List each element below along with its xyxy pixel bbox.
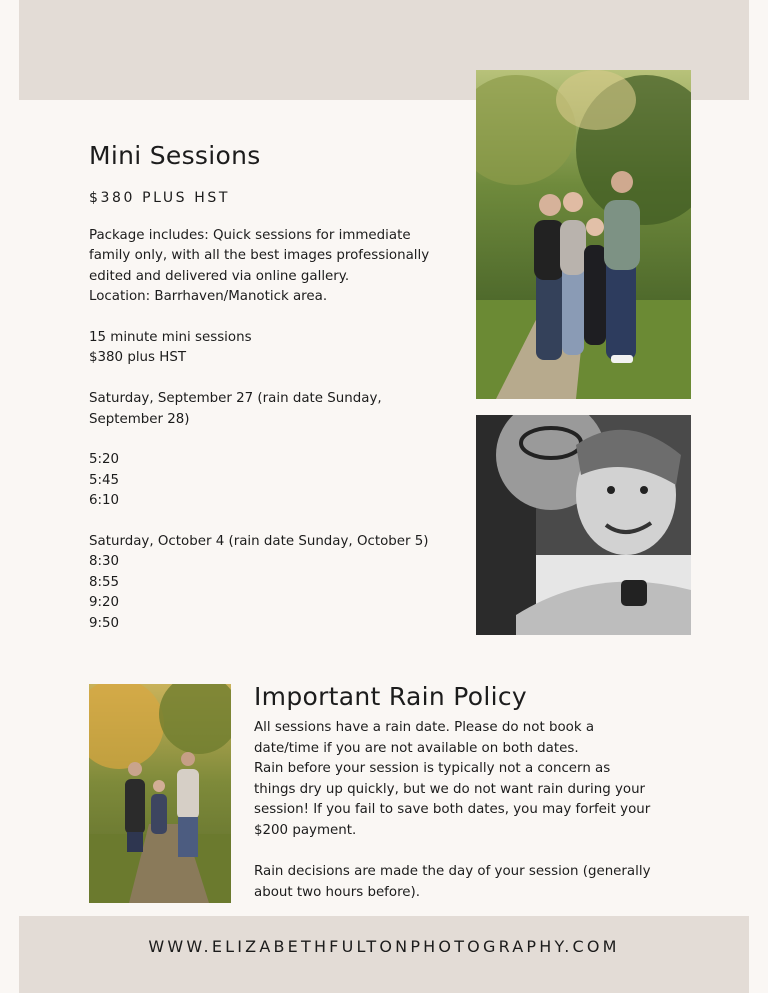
rain-policy-paragraph-2: Rain decisions are made the day of your session (generally about two hours before). — [254, 864, 651, 900]
session-price: $380 PLUS HST — [89, 190, 230, 206]
website-url[interactable]: WWW.ELIZABETHFULTONPHOTOGRAPHY.COM — [148, 937, 620, 956]
date-heading-october: Saturday, October 4 (rain date Sunday, October 5) — [89, 534, 429, 550]
family-walking-photo — [89, 684, 231, 903]
rain-policy-paragraph-1: All sessions have a rain date. Please do not book a date/time if you are not available on both dates. Rain before your session is typically not a concern as things dry up quickly, but we do not want rain during your session! If you fail to save both dates, you may forfeit your $200 payment. — [254, 720, 651, 838]
page-title: Mini Sessions — [89, 141, 261, 170]
rain-policy-text — [254, 718, 694, 903]
date-heading-september: Saturday, September 27 (rain date Sunday, September 28) — [89, 391, 382, 427]
time-slots-september: 5:20 5:45 6:10 — [89, 452, 120, 509]
session-details — [89, 226, 469, 634]
family-photo — [476, 70, 691, 399]
package-description: Package includes: Quick sessions for immediate family only, with all the best images professionally edited and delivered via online gallery. Location: Barrhaven/Manotick area. — [89, 228, 430, 305]
mother-son-photo — [476, 415, 691, 635]
time-slots-october: 8:30 8:55 9:20 9:50 — [89, 554, 120, 631]
rain-policy-title: Important Rain Policy — [254, 682, 527, 711]
duration-info: 15 minute mini sessions $380 plus HST — [89, 330, 252, 366]
